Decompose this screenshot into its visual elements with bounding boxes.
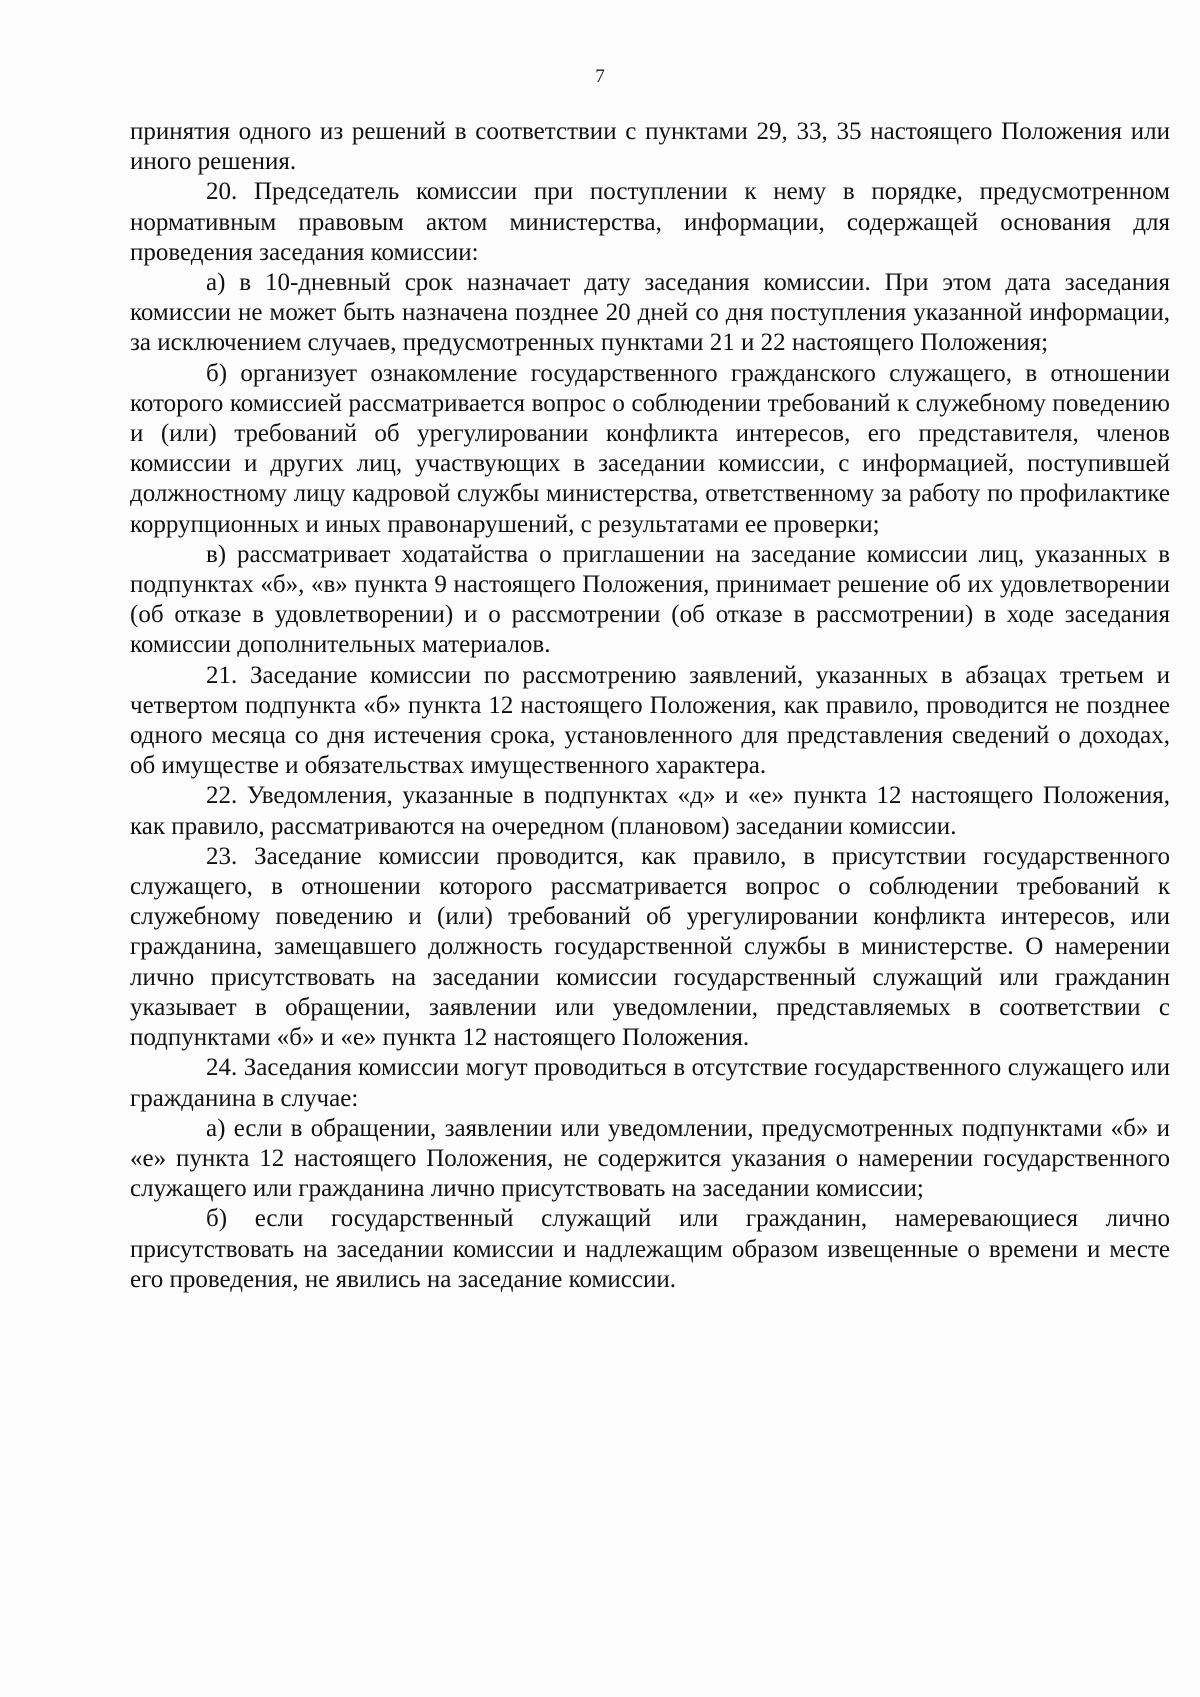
paragraph-continuation: принятия одного из решений в соответствии с пунктами 29, 33, 35 настоящего Положения или иного решения. <box>130 118 1170 176</box>
paragraph-item-20: 20. Председатель комиссии при поступлении к нему в порядке, предусмотренном нормативным правовым актом министерства, информации, содержащей основания для проведения заседания комиссии: <box>130 178 1170 266</box>
document-body <box>130 117 1170 1295</box>
page-number: 7 <box>595 66 605 87</box>
paragraph-item-24: 24. Заседания комиссии могут проводиться в отсутствие государственного служащего или гражданина в случае: <box>130 1054 1170 1112</box>
paragraph-subitem-24b: б) если государственный служащий или гражданин, намеревающиеся лично присутствовать на заседании комиссии и надлежащим образом извещенные о времени и месте его проведения, не явились на заседание комиссии. <box>130 1205 1170 1293</box>
paragraph-subitem-20b: б) организует ознакомление государственного гражданского служащего, в отношении которого комиссией рассматривается вопрос о соблюдении требований к служебному поведению и (или) требований об урегулировании конфликта интересов, его представителя, членов комиссии и других лиц, участвующих в заседании комиссии, с информацией, поступившей должностному лицу кадровой службы министерства, ответственному за работу по профилактике коррупционных и иных правонарушений, с результатами ее проверки; <box>130 359 1170 538</box>
paragraph-item-22: 22. Уведомления, указанные в подпунктах «д» и «е» пункта 12 настоящего Положения, как правило, рассматриваются на очередном (плановом) заседании комиссии. <box>130 782 1170 840</box>
paragraph-item-23: 23. Заседание комиссии проводится, как правило, в присутствии государственного служащего, в отношении которого рассматривается вопрос о соблюдении требований к служебному поведению и (или) требований об урегулировании конфликта интересов, или гражданина, замещавшего должность государственной службы в министерстве. О намерении лично присутствовать на заседании комиссии государственный служащий или гражданин указывает в обращении, заявлении или уведомлении, представляемых в соответствии с подпунктами «б» и «е» пункта 12 настоящего Положения. <box>130 842 1170 1052</box>
paragraph-subitem-20a: а) в 10-дневный срок назначает дату заседания комиссии. При этом дата заседания комиссии не может быть назначена позднее 20 дней со дня поступления указанной информации, за исключением случаев, предусмотренных пунктами 21 и 22 настоящего Положения; <box>130 269 1170 357</box>
paragraph-subitem-24a: а) если в обращении, заявлении или уведомлении, предусмотренных подпунктами «б» и «е» пункта 12 настоящего Положения, не содержится указания о намерении государственного служащего или гражданина лично присутствовать на заседании комиссии; <box>130 1114 1170 1203</box>
paragraph-subitem-20v: в) рассматривает ходатайства о приглашении на заседание комиссии лиц, указанных в подпунктах «б», «в» пункта 9 настоящего Положения, принимает решение об их удовлетворении (об отказе в удовлетворении) и о рассмотрении (об отказе в рассмотрении) в ходе заседания комиссии дополнительных материалов. <box>130 540 1170 659</box>
paragraph-item-21: 21. Заседание комиссии по рассмотрению заявлений, указанных в абзацах третьем и четвертом подпункта «б» пункта 12 настоящего Положения, как правило, проводится не позднее одного месяца со дня истечения срока, установленного для представления сведений о доходах, об имуществе и обязательствах имущественного характера. <box>130 661 1170 780</box>
